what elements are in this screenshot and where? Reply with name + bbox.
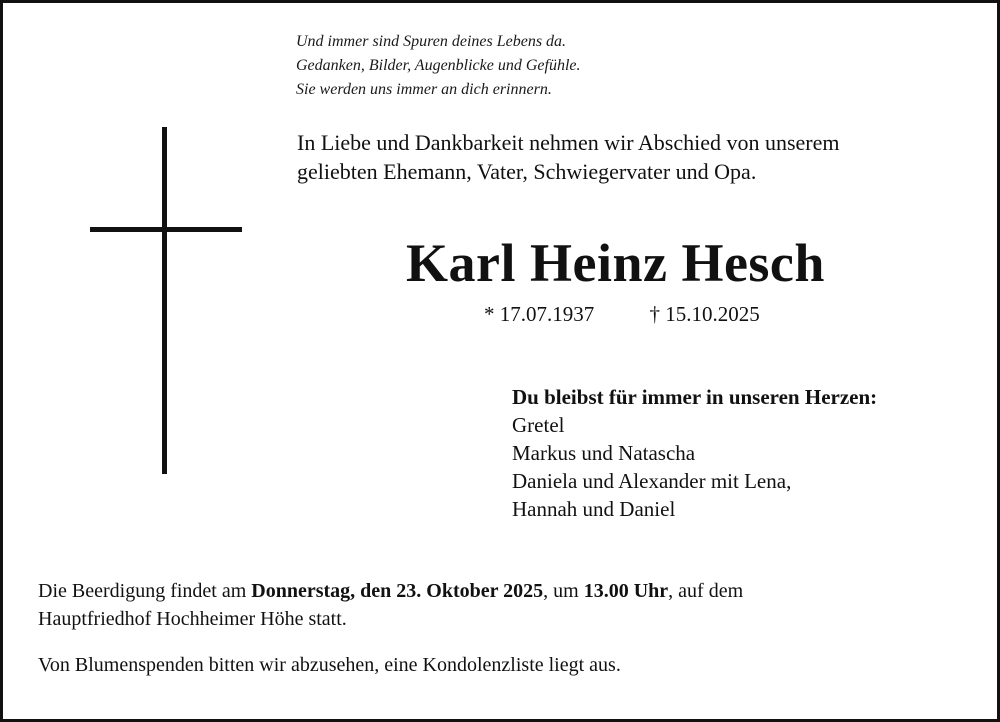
mourners-heading: Du bleibst für immer in unseren Herzen: [512, 385, 878, 409]
intro-line-2: geliebten Ehemann, Vater, Schwiegervater und Opa. [297, 159, 757, 184]
mourners-block [512, 383, 877, 523]
mourner-name: Gretel [512, 413, 565, 437]
funeral-line-2: Hauptfriedhof Hochheimer Höhe statt. [38, 608, 347, 630]
memorial-quote [296, 30, 581, 102]
funeral-suffix: , auf dem [668, 580, 744, 602]
cross-icon-horizontal [90, 227, 242, 232]
mourner-name: Daniela und Alexander mit Lena, [512, 469, 792, 493]
funeral-line-1 [38, 577, 743, 605]
cross-icon-vertical [162, 127, 167, 474]
life-dates [484, 302, 760, 327]
funeral-info [38, 577, 743, 633]
intro-line-1: In Liebe und Dankbarkeit nehmen wir Abschied von unserem [297, 130, 840, 155]
funeral-time: 13.00 Uhr [583, 580, 669, 602]
funeral-mid: , um [543, 580, 584, 602]
mourner-name: Hannah und Daniel [512, 497, 676, 521]
quote-line-2: Gedanken, Bilder, Augenblicke und Gefühle. [296, 57, 581, 74]
funeral-prefix: Die Beerdigung findet am [38, 580, 252, 602]
mourner-name: Markus und Natascha [512, 441, 696, 465]
quote-line-3: Sie werden uns immer an dich erinnern. [296, 81, 552, 98]
birth-date: * 17.07.1937 [484, 302, 595, 326]
deceased-name: Karl Heinz Hesch [406, 233, 825, 293]
intro-text [297, 128, 840, 186]
flowers-note: Von Blumenspenden bitten wir abzusehen, eine Kondolenzliste liegt aus. [38, 654, 621, 676]
quote-line-1: Und immer sind Spuren deines Lebens da. [296, 33, 567, 50]
funeral-date: Donnerstag, den 23. Oktober 2025 [251, 580, 544, 602]
death-date: † 15.10.2025 [649, 302, 760, 326]
